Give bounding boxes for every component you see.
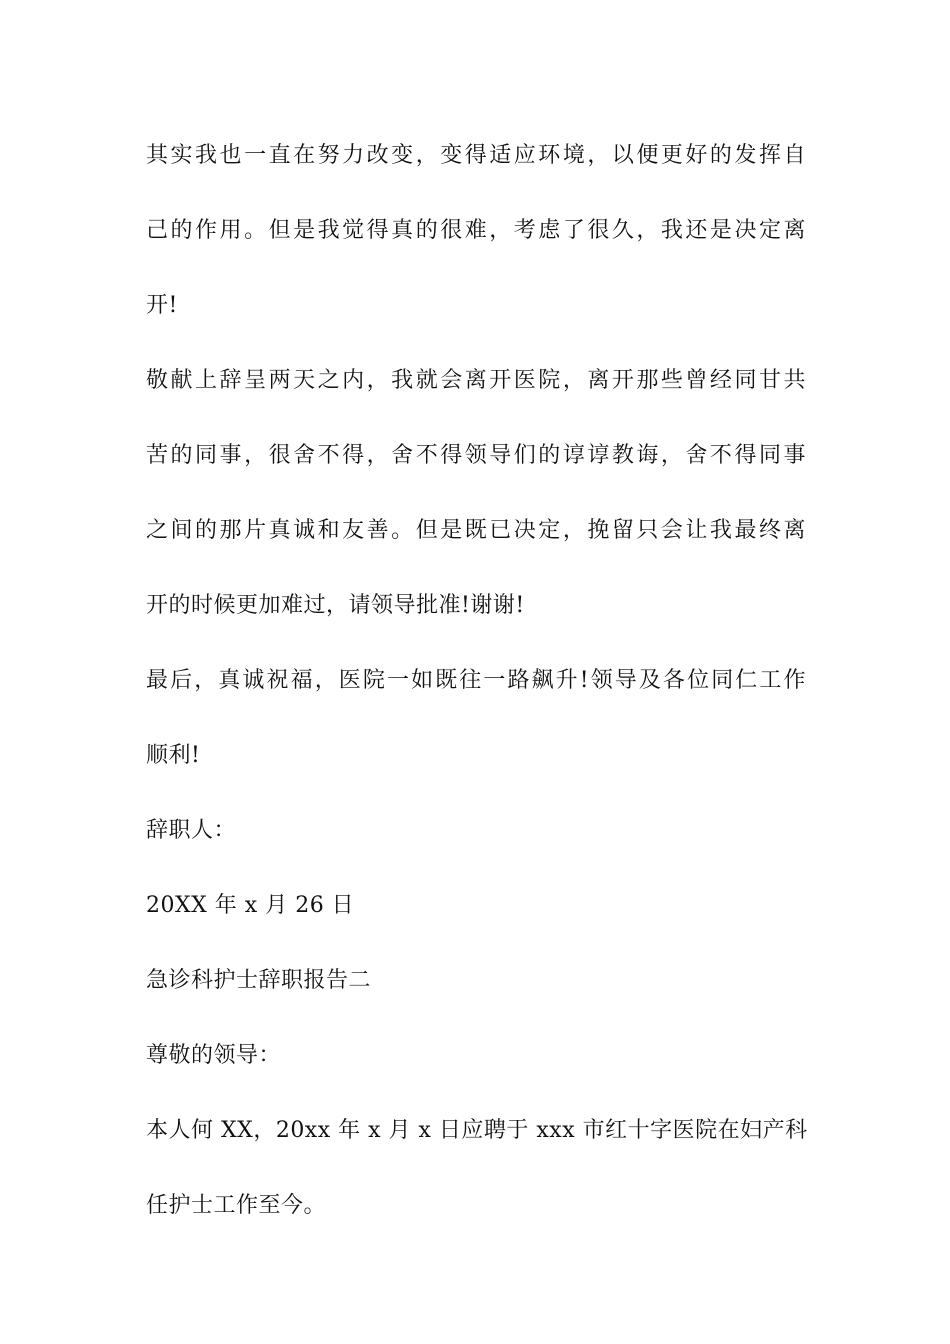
body-line: 任护士工作至今。 [146,1193,327,1218]
body-line: 其实我也一直在努力改变，变得适应环境，以便更好的发挥自 [146,143,806,168]
section-title: 急诊科护士辞职报告二 [146,968,372,993]
body-line: 苦的同事，很舍不得，舍不得领导们的谆谆教诲，舍不得同事 [146,443,806,468]
body-line: 本人何 XX，20xx 年 x 月 x 日应聘于 xxx 市红十字医院在妇产科 [146,1118,808,1143]
body-line: 敬献上辞呈两天之内，我就会离开医院，离开那些曾经同甘共 [146,368,806,393]
body-line: 己的作用。但是我觉得真的很难，考虑了很久，我还是决定离 [146,218,806,243]
salutation: 尊敬的领导： [146,1043,282,1068]
document-body [146,118,816,1243]
body-line: 之间的那片真诚和友善。但是既已决定，挽留只会让我最终离 [146,518,806,543]
signature-label: 辞职人： [146,818,237,843]
body-line: 最后，真诚祝福，医院一如既往一路飙升!领导及各位同仁工作 [146,668,806,693]
body-line: 开的时候更加难过，请领导批准!谢谢! [146,593,525,618]
body-line: 开! [146,293,178,318]
signature-date: 20XX 年 x 月 26 日 [146,893,355,918]
body-line: 顺利! [146,743,201,768]
